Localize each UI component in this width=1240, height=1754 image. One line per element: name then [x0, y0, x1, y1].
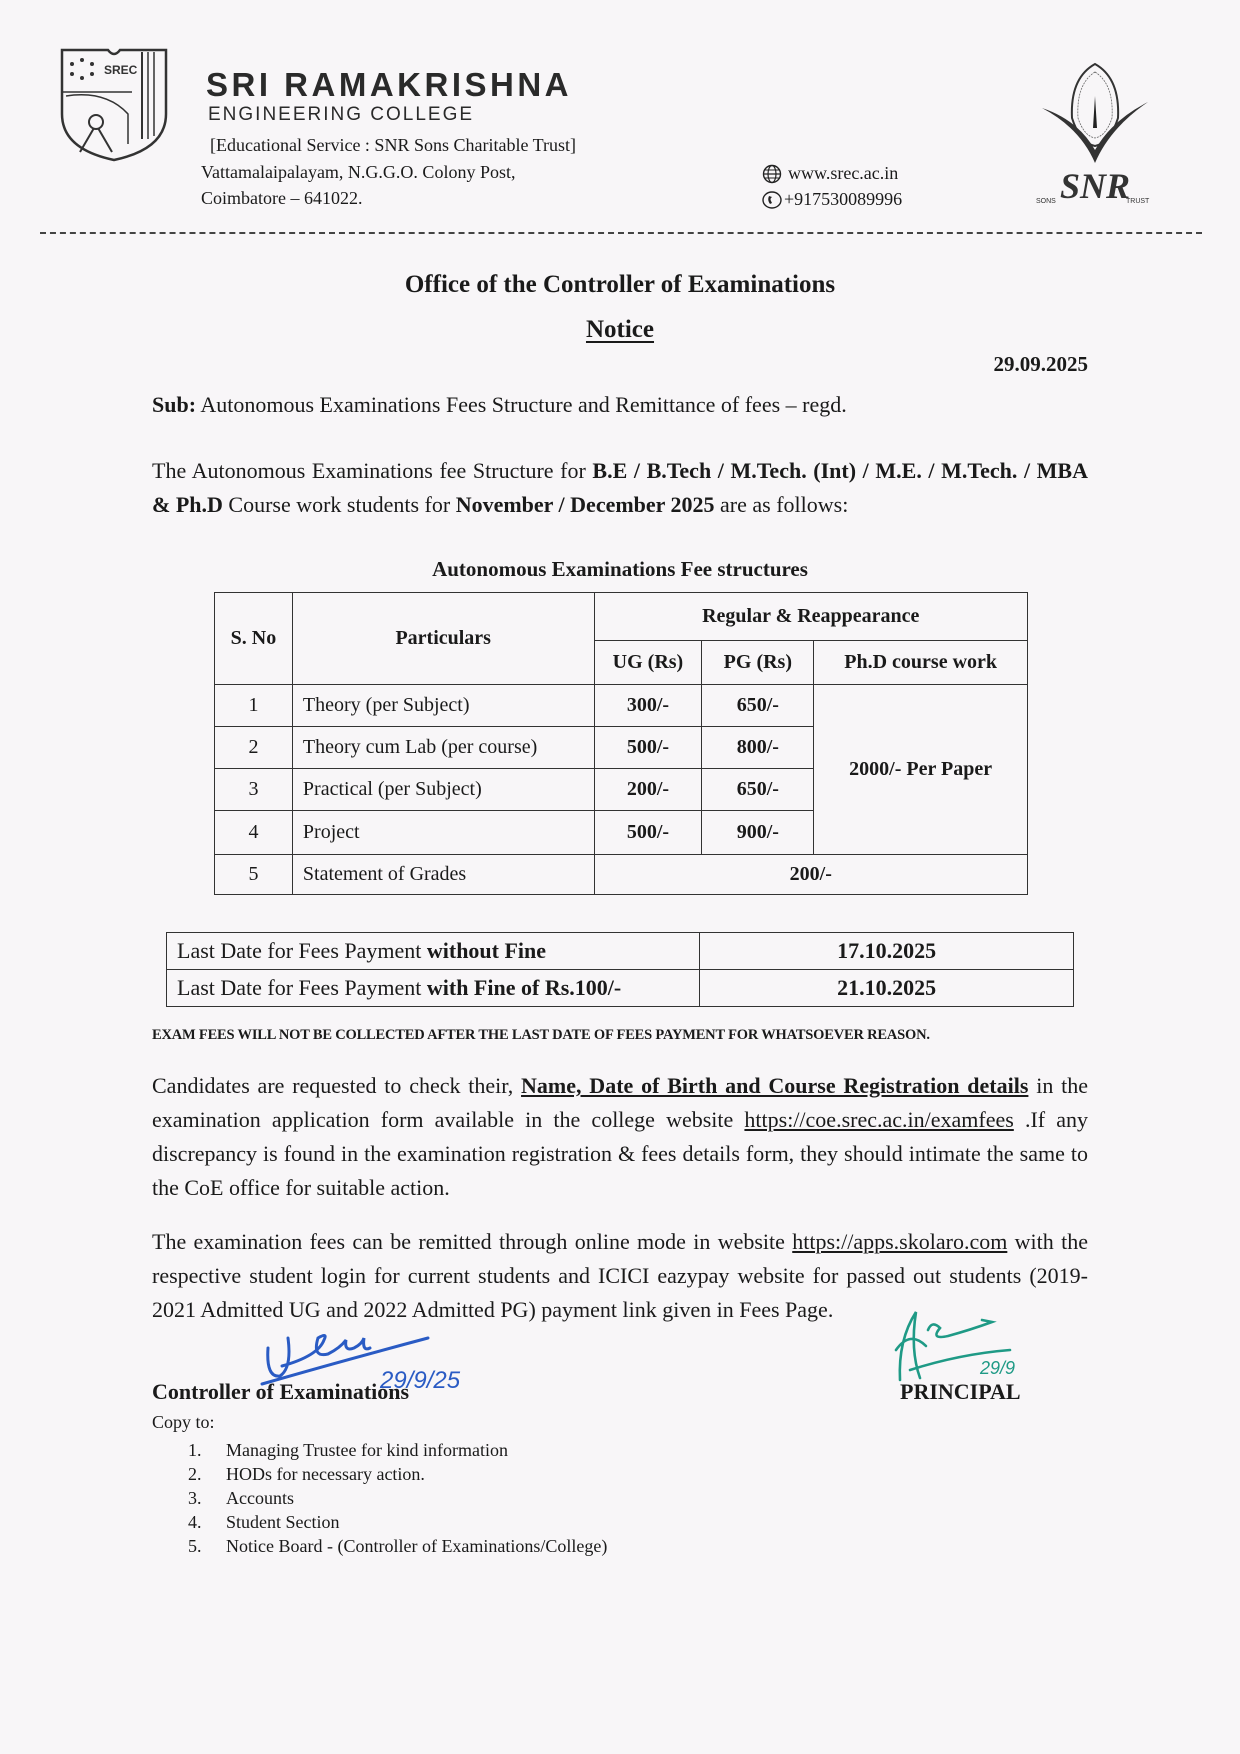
notice-heading: Notice	[585, 316, 655, 343]
list-item: 5. Notice Board - (Controller of Examinations/College)	[188, 1536, 608, 1556]
header-sno: S. No	[215, 593, 293, 685]
intro-session: November / December 2025	[455, 492, 715, 517]
phone-text: +917530089996	[784, 189, 903, 209]
deadline-date: 21.10.2025	[700, 970, 1074, 1007]
row-sno: 2	[215, 727, 293, 769]
svg-text:TRUST: TRUST	[1126, 198, 1150, 205]
row-ug-fee: 300/-	[594, 685, 702, 727]
globe-icon	[762, 164, 782, 184]
svg-text:29/9: 29/9	[980, 1358, 1016, 1378]
row-particular: Statement of Grades	[292, 855, 594, 895]
deadline-row	[167, 970, 1074, 1007]
principal-title: PRINCIPAL	[900, 1379, 1021, 1404]
deadline-date: 17.10.2025	[700, 933, 1074, 970]
row-pg-fee: 650/-	[702, 769, 814, 811]
intro-text: The Autonomous Examinations fee Structure for	[152, 458, 593, 483]
deadline-label: Last Date for Fees Payment with Fine of Rs.100/-	[167, 970, 700, 1007]
intro-text: Course work students for	[222, 492, 456, 517]
svg-text:SNR: SNR	[1060, 166, 1131, 206]
svg-text:SREC: SREC	[104, 63, 138, 77]
header-ug: UG (Rs)	[594, 641, 702, 685]
list-item: 3. Accounts	[188, 1488, 294, 1508]
address-line-2: Coimbatore – 641022.	[201, 188, 363, 208]
subject-text: Autonomous Examinations Fees Structure and Remittance of fees – regd.	[196, 392, 847, 417]
subject-label: Sub:	[152, 392, 197, 417]
row-pg-fee: 650/-	[702, 685, 814, 727]
table-row	[215, 855, 1028, 895]
deadline-label: Last Date for Fees Payment without Fine	[167, 933, 700, 970]
list-item: 1. Managing Trustee for kind information	[188, 1440, 508, 1460]
website-contact	[762, 163, 898, 184]
notice-date: 29.09.2025	[993, 352, 1088, 376]
college-crest-logo	[56, 44, 172, 164]
office-title: Office of the Controller of Examinations	[404, 271, 836, 298]
row-particular: Project	[292, 811, 594, 855]
deadline-row	[167, 933, 1074, 970]
svg-text:29/9/25: 29/9/25	[380, 1367, 461, 1394]
verification-fields: Name, Date of Birth and Course Registration details	[521, 1073, 1029, 1098]
copy-to-list	[188, 1438, 607, 1558]
list-item: 2. HODs for necessary action.	[188, 1464, 425, 1484]
copy-to-label: Copy to:	[152, 1412, 215, 1432]
header-phd: Ph.D course work	[814, 641, 1028, 685]
row-ug-fee: 500/-	[594, 727, 702, 769]
row-ug-fee: 500/-	[594, 811, 702, 855]
intro-programs: B.E / B.Tech / M.Tech. (Int) / M.E. / M.Tech. / MBA & Ph.D	[152, 458, 1088, 517]
coe-title: Controller of Examinations	[152, 1379, 410, 1404]
row-ug-fee: 200/-	[594, 769, 702, 811]
verification-paragraph: Candidates are requested to check their, Name, Date of Birth and Course Registration details in the examination application form available in the college website https://coe.srec.ac.in/examfees .If any discrepancy is found in the examination registration & fees details form, they should intimate the same to the CoE office for suitable action.	[152, 1073, 1088, 1200]
row-pg-fee: 800/-	[702, 727, 814, 769]
row-particular: Theory (per Subject)	[292, 685, 594, 727]
address-line-1: Vattamalaipalayam, N.G.G.O. Colony Post,	[201, 162, 516, 182]
remittance-paragraph: The examination fees can be remitted through online mode in website https://apps.skolaro.com with the respective student login for current students and ICICI eazypay website for passed out students (2019-2021 Admitted UG and 2022 Admitted PG) payment link given in Fees Page.	[152, 1229, 1088, 1322]
payment-deadlines-table	[166, 932, 1074, 1007]
row-particular: Practical (per Subject)	[292, 769, 594, 811]
header-pg: PG (Rs)	[702, 641, 814, 685]
phd-fee: 2000/- Per Paper	[814, 685, 1028, 855]
college-subtitle: ENGINEERING COLLEGE	[208, 104, 475, 125]
header-divider	[40, 232, 1202, 234]
svg-text:SONS: SONS	[1036, 198, 1056, 205]
list-item: 4. Student Section	[188, 1512, 340, 1532]
row-sno: 5	[215, 855, 293, 895]
examfees-link[interactable]: https://coe.srec.ac.in/examfees	[744, 1107, 1014, 1132]
website-text[interactable]: www.srec.ac.in	[788, 163, 899, 183]
header-regular-reappearance: Regular & Reappearance	[594, 593, 1028, 641]
fee-table-caption: Autonomous Examinations Fee structures	[432, 557, 808, 581]
snr-trust-logo	[1030, 58, 1160, 206]
skolaro-link[interactable]: https://apps.skolaro.com	[792, 1229, 1008, 1254]
row-particular: Theory cum Lab (per course)	[292, 727, 594, 769]
fee-structure-table	[214, 592, 1028, 895]
fee-warning: EXAM FEES WILL NOT BE COLLECTED AFTER THE LAST DATE OF FEES PAYMENT FOR WHATSOEVER REASON.	[152, 1027, 930, 1043]
phone-contact	[762, 189, 902, 210]
row-sno: 1	[215, 685, 293, 727]
row-pg-fee: 900/-	[702, 811, 814, 855]
college-name: SRI RAMAKRISHNA	[206, 66, 572, 103]
intro-text: are as follows:	[714, 492, 849, 517]
trust-line: [Educational Service : SNR Sons Charitable Trust]	[210, 135, 576, 155]
grades-fee: 200/-	[594, 855, 1028, 895]
intro-paragraph	[152, 454, 1088, 522]
header-particulars: Particulars	[292, 593, 594, 685]
subject-line	[152, 392, 847, 418]
row-sno: 4	[215, 811, 293, 855]
row-sno: 3	[215, 769, 293, 811]
table-row	[215, 685, 1028, 727]
phone-icon	[762, 191, 782, 209]
